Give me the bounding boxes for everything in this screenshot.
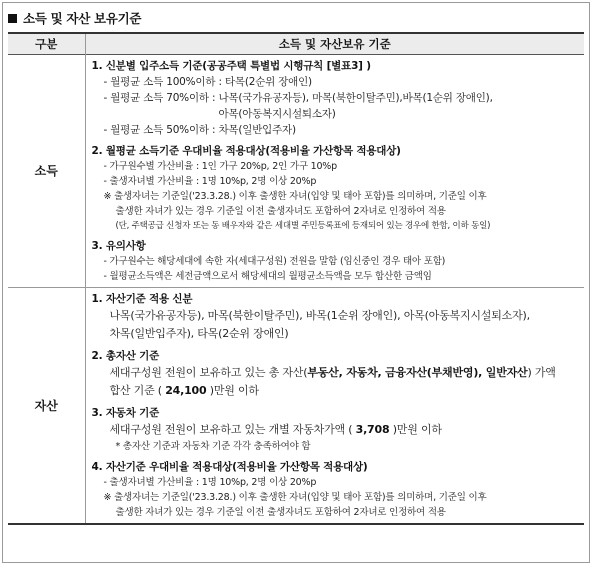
income-section-2	[92, 144, 577, 233]
income-criteria-cell	[85, 54, 584, 287]
total-asset-limit: 24,100	[165, 383, 207, 397]
income-s3-title: 3. 유의사항	[91, 239, 146, 252]
assets-s2-line1	[92, 364, 577, 382]
assets-s2-line1-c: ) 가액	[527, 365, 556, 379]
square-bullet-icon	[8, 14, 17, 23]
assets-s3-line1	[92, 421, 577, 439]
income-s2-line4: 출생한 자녀가 있는 경우 기준일 이전 출생자녀도 포함하여 2자녀로 인정하여 적용	[115, 205, 446, 217]
header-criteria: 소득 및 자산보유 기준	[278, 36, 391, 51]
income-s2-line5: (단, 주택공급 신청자 또는 동 배우자와 같은 세대별 주민등록표에 등재되어 있는 경우에 한함, 이하 동일)	[115, 220, 491, 231]
assets-s4-line1: - 출생자녀별 가산비율 : 1명 10%p, 2명 이상 20%p	[103, 476, 317, 488]
income-s1-line2-value-b: 아목(아동복지시설퇴소자)	[218, 107, 336, 120]
assets-section-3	[92, 406, 577, 454]
income-s1-line2	[92, 90, 577, 122]
income-s1-line1	[92, 74, 577, 90]
table-header-row	[8, 33, 584, 54]
assets-s1-title: 1. 자산기준 적용 신분	[91, 292, 193, 305]
income-s1-line3-key: - 월평균 소득 50%이하 :	[103, 123, 219, 136]
assets-s3-line1-a: 세대구성원 전원이 보유하고 있는 개별 자동차가액 (	[109, 422, 356, 436]
table-row-income	[8, 54, 584, 287]
header-category: 구분	[8, 33, 85, 54]
income-s1-line1-value: 타목(2순위 장애인)	[224, 75, 312, 88]
assets-criteria-cell	[85, 287, 584, 524]
table-row-assets	[8, 287, 584, 524]
section-heading	[8, 9, 141, 27]
assets-section-2	[92, 349, 577, 400]
income-s2-line2: - 출생자녀별 가산비율 : 1명 10%p, 2명 이상 20%p	[103, 175, 317, 187]
income-s2-line3: ※ 출생자녀는 기준일('23.3.28.) 이후 출생한 자녀(입양 및 태아 포함)를 의미하며, 기준일 이후	[103, 190, 487, 202]
assets-s2-line1-bold: 부동산, 자동차, 금융자산(부채반영), 일반자산	[307, 365, 528, 379]
assets-s3-title: 3. 자동차 기준	[91, 406, 160, 419]
assets-s2-line2-c: )만원 이하	[206, 383, 259, 397]
income-s1-line2-key: - 월평균 소득 70%이하 :	[103, 91, 219, 104]
income-s1-line2-value-a: 나목(국가유공자등), 마목(북한이탈주민),바목(1순위 장애인),	[218, 91, 493, 104]
income-s1-line1-key: - 월평균 소득 100%이하 :	[103, 75, 225, 88]
income-s1-line3	[92, 122, 577, 138]
assets-section-4	[92, 460, 577, 520]
assets-s2-title: 2. 총자산 기준	[91, 349, 160, 362]
assets-s4-line2: ※ 출생자녀는 기준일('23.3.28.) 이후 출생한 자녀(입양 및 태아 포함)를 의미하며, 기준일 이후	[103, 491, 487, 503]
category-income: 소득	[8, 54, 85, 287]
assets-s4-line3: 출생한 자녀가 있는 경우 기준일 이전 출생자녀도 포함하여 2자녀로 인정하여 적용	[115, 506, 446, 518]
assets-s1-line1: 나목(국가유공자등), 마목(북한이탈주민), 바목(1순위 장애인), 아목(아동복지시설퇴소자),	[109, 308, 530, 322]
income-s1-title: 1. 신분별 입주소득 기준(공공주택 특별법 시행규칙 [별표3] )	[91, 59, 371, 72]
assets-section-1	[92, 292, 577, 343]
section-title: 소득 및 자산 보유기준	[23, 11, 142, 26]
income-section-1	[92, 59, 577, 138]
income-s2-line1: - 가구원수별 가산비율 : 1인 가구 20%p, 2인 가구 10%p	[103, 160, 337, 172]
assets-s2-line2	[92, 382, 577, 400]
income-s1-line3-value: 차목(일반입주자)	[218, 123, 296, 136]
assets-s4-title: 4. 자산기준 우대비율 적용대상(적용비율 가산항목 적용대상)	[91, 460, 368, 473]
assets-s2-line1-a: 세대구성원 전원이 보유하고 있는 총 자산(	[109, 365, 308, 379]
assets-s1-line2: 차목(일반입주자), 타목(2순위 장애인)	[109, 326, 289, 340]
category-assets: 자산	[8, 287, 85, 524]
assets-s2-line2-a: 합산 기준 (	[109, 383, 166, 397]
income-s3-line2: - 월평균소득액은 세전금액으로서 해당세대의 월평균소득액을 모두 합산한 금액임	[103, 270, 432, 282]
income-s1-line2-value	[218, 90, 492, 122]
income-s3-line1: - 가구원수는 해당세대에 속한 자(세대구성원) 전원을 말함 (임신중인 경우 태아 포함)	[103, 255, 446, 267]
assets-s3-line2: * 총자산 기준과 자동차 기준 각각 충족하여야 함	[115, 440, 311, 452]
vehicle-value-limit: 3,708	[355, 422, 390, 436]
assets-s3-line1-c: )만원 이하	[389, 422, 442, 436]
income-section-3	[92, 239, 577, 284]
income-s2-title: 2. 월평균 소득기준 우대비율 적용대상(적용비율 가산항목 적용대상)	[91, 144, 401, 157]
criteria-table	[8, 32, 584, 525]
